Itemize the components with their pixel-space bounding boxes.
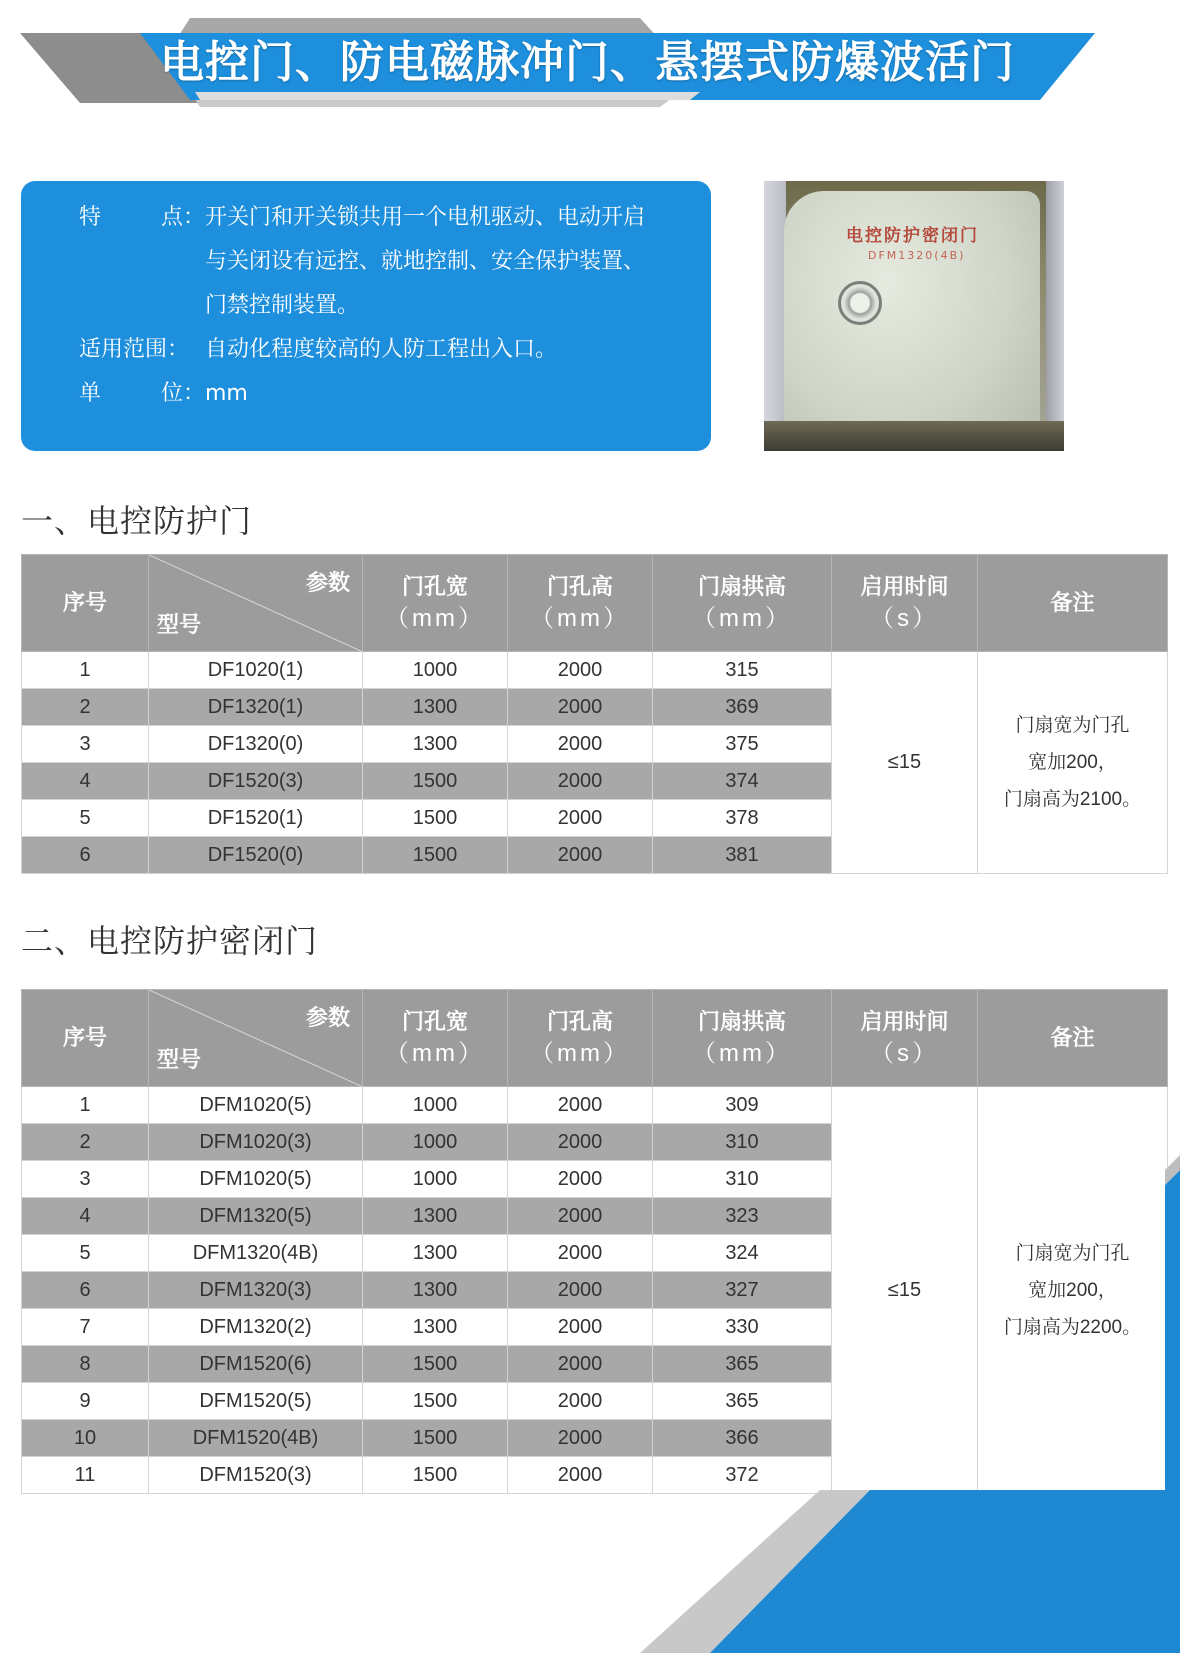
row-index: 4 (22, 1198, 149, 1235)
features-row (79, 196, 665, 328)
features-label (79, 196, 205, 328)
unit-row (79, 372, 665, 416)
section-title-airtight-door: 二、电控防护密闭门 (21, 922, 319, 960)
row-width: 1300 (363, 1235, 508, 1272)
unit-label-char-1: 单 (79, 381, 102, 406)
remark-cell (978, 1087, 1168, 1494)
header-param: 参数 (305, 1005, 350, 1030)
row-model: DFM1020(5) (149, 1087, 363, 1124)
row-width: 1500 (363, 1420, 508, 1457)
row-height: 2000 (508, 1087, 653, 1124)
header-height (508, 555, 653, 652)
remark-line: 门扇宽为门孔 (1015, 1242, 1130, 1264)
header-model: 型号 (157, 1047, 202, 1072)
header-remark: 备注 (978, 990, 1168, 1087)
unit-text: mm (205, 381, 248, 406)
row-height: 2000 (508, 1346, 653, 1383)
table-row (22, 652, 1168, 689)
photo-door-leaf (784, 191, 1040, 451)
remark-cell (978, 652, 1168, 874)
unit-label (79, 372, 205, 416)
airtight-door-table (21, 989, 1168, 1494)
row-model: DF1020(1) (149, 652, 363, 689)
photo-right-wall (1046, 181, 1064, 451)
header-arch-label: 门扇拱高 (697, 1009, 786, 1034)
remark-line: 门扇高为2200。 (1003, 1316, 1142, 1338)
header-time-unit: （s） (870, 605, 939, 632)
row-index: 8 (22, 1346, 149, 1383)
remark-line: 门扇宽为门孔 (1015, 715, 1130, 736)
header-time (832, 555, 978, 652)
header-time (832, 990, 978, 1087)
row-width: 1500 (363, 837, 508, 874)
row-index: 2 (22, 1124, 149, 1161)
row-height: 2000 (508, 763, 653, 800)
row-model: DF1520(0) (149, 837, 363, 874)
row-arch: 366 (653, 1420, 832, 1457)
row-arch: 369 (653, 689, 832, 726)
row-arch: 323 (653, 1198, 832, 1235)
door-handwheel-icon (838, 281, 882, 325)
features-text: 开关门和开关锁共用一个电机驱动、电动开启与关闭设有远控、就地控制、安全保护装置、门禁控制装置。 (205, 205, 646, 318)
header-index: 序号 (22, 990, 149, 1087)
row-height: 2000 (508, 689, 653, 726)
header-time-unit: （s） (870, 1040, 939, 1067)
row-index: 3 (22, 1161, 149, 1198)
row-index: 9 (22, 1383, 149, 1420)
row-model: DFM1320(3) (149, 1272, 363, 1309)
row-index: 2 (22, 689, 149, 726)
header-param-model (149, 555, 363, 652)
row-model: DF1320(1) (149, 689, 363, 726)
protective-door-table (21, 554, 1168, 874)
header-height-label: 门孔高 (546, 1009, 613, 1034)
row-height: 2000 (508, 800, 653, 837)
row-height: 2000 (508, 652, 653, 689)
row-arch: 365 (653, 1346, 832, 1383)
row-width: 1500 (363, 763, 508, 800)
row-width: 1300 (363, 726, 508, 763)
remark-line: 宽加200， (1028, 752, 1117, 773)
header-width-unit: （mm） (385, 1040, 485, 1067)
row-arch: 327 (653, 1272, 832, 1309)
row-height: 2000 (508, 1124, 653, 1161)
header-arch-unit: （mm） (692, 605, 792, 632)
row-index: 6 (22, 1272, 149, 1309)
row-index: 3 (22, 726, 149, 763)
header-width-unit: （mm） (385, 605, 485, 632)
row-model: DFM1020(5) (149, 1161, 363, 1198)
photo-left-wall (764, 181, 786, 451)
scope-row (79, 328, 665, 372)
airtight-door-rows (22, 1087, 1168, 1494)
header-arch (653, 555, 832, 652)
row-model: DFM1020(3) (149, 1124, 363, 1161)
row-index: 11 (22, 1457, 149, 1494)
header-width (363, 555, 508, 652)
remark-line: 宽加200， (1028, 1279, 1117, 1301)
row-model: DF1520(1) (149, 800, 363, 837)
row-arch: 375 (653, 726, 832, 763)
section-title-protective-door: 一、电控防护门 (21, 502, 253, 540)
row-arch: 365 (653, 1383, 832, 1420)
table-row (22, 1087, 1168, 1124)
row-height: 2000 (508, 837, 653, 874)
unit-label-char-2: 位： (160, 381, 205, 406)
photo-door-model: DFM1320(4B) (868, 249, 966, 262)
row-index: 7 (22, 1309, 149, 1346)
header-arch (653, 990, 832, 1087)
row-model: DFM1520(6) (149, 1346, 363, 1383)
header-time-label: 启用时间 (860, 1009, 949, 1034)
door-photo (764, 181, 1064, 451)
photo-floor (764, 421, 1064, 451)
row-model: DFM1520(5) (149, 1383, 363, 1420)
row-width: 1500 (363, 1457, 508, 1494)
header-param: 参数 (305, 570, 350, 595)
row-width: 1500 (363, 1346, 508, 1383)
row-arch: 378 (653, 800, 832, 837)
header-width-label: 门孔宽 (401, 574, 468, 599)
row-model: DF1520(3) (149, 763, 363, 800)
row-height: 2000 (508, 1457, 653, 1494)
row-model: DF1320(0) (149, 726, 363, 763)
row-width: 1500 (363, 1383, 508, 1420)
header-param-model (149, 990, 363, 1087)
row-arch: 310 (653, 1161, 832, 1198)
row-height: 2000 (508, 1420, 653, 1457)
row-arch: 310 (653, 1124, 832, 1161)
row-height: 2000 (508, 1235, 653, 1272)
row-width: 1500 (363, 800, 508, 837)
row-width: 1300 (363, 689, 508, 726)
row-index: 1 (22, 1087, 149, 1124)
row-arch: 372 (653, 1457, 832, 1494)
header-index: 序号 (22, 555, 149, 652)
row-width: 1000 (363, 1161, 508, 1198)
row-model: DFM1320(4B) (149, 1235, 363, 1272)
row-width: 1300 (363, 1309, 508, 1346)
row-height: 2000 (508, 1272, 653, 1309)
header-arch-label: 门扇拱高 (697, 574, 786, 599)
protective-door-rows (22, 652, 1168, 874)
row-height: 2000 (508, 1161, 653, 1198)
row-width: 1000 (363, 1124, 508, 1161)
row-model: DFM1520(3) (149, 1457, 363, 1494)
header-height-label: 门孔高 (546, 574, 613, 599)
header-model: 型号 (157, 612, 202, 637)
header-height-unit: （mm） (530, 1040, 630, 1067)
row-index: 4 (22, 763, 149, 800)
features-label-char-1: 特 (79, 205, 102, 230)
page-title: 电控门、防电磁脉冲门、悬摆式防爆波活门 (160, 37, 1015, 88)
header-arch-unit: （mm） (692, 1040, 792, 1067)
row-model: DFM1320(5) (149, 1198, 363, 1235)
feature-box (21, 181, 711, 451)
row-index: 1 (22, 652, 149, 689)
features-label-char-2: 点： (160, 205, 205, 230)
row-height: 2000 (508, 1198, 653, 1235)
row-index: 5 (22, 1235, 149, 1272)
scope-label: 适用范围： (79, 337, 190, 362)
row-arch: 309 (653, 1087, 832, 1124)
remark-line: 门扇高为2100。 (1003, 789, 1142, 810)
header-height (508, 990, 653, 1087)
row-arch: 330 (653, 1309, 832, 1346)
row-model: DFM1320(2) (149, 1309, 363, 1346)
row-width: 1300 (363, 1198, 508, 1235)
header-width-label: 门孔宽 (401, 1009, 468, 1034)
photo-door-label: 电控防护密闭门 (846, 226, 979, 246)
row-arch: 315 (653, 652, 832, 689)
row-index: 5 (22, 800, 149, 837)
activation-time-cell: ≤15 (832, 1087, 978, 1494)
title-banner (0, 0, 1180, 120)
row-index: 10 (22, 1420, 149, 1457)
header-height-unit: （mm） (530, 605, 630, 632)
row-index: 6 (22, 837, 149, 874)
row-height: 2000 (508, 726, 653, 763)
row-width: 1000 (363, 1087, 508, 1124)
table-header-row (22, 555, 1168, 652)
header-width (363, 990, 508, 1087)
row-height: 2000 (508, 1383, 653, 1420)
header-time-label: 启用时间 (860, 574, 949, 599)
activation-time-cell: ≤15 (832, 652, 978, 874)
header-remark: 备注 (978, 555, 1168, 652)
row-model: DFM1520(4B) (149, 1420, 363, 1457)
row-width: 1300 (363, 1272, 508, 1309)
scope-text: 自动化程度较高的人防工程出入口。 (205, 337, 558, 362)
row-arch: 381 (653, 837, 832, 874)
row-width: 1000 (363, 652, 508, 689)
table-header-row (22, 990, 1168, 1087)
row-height: 2000 (508, 1309, 653, 1346)
row-arch: 324 (653, 1235, 832, 1272)
row-arch: 374 (653, 763, 832, 800)
